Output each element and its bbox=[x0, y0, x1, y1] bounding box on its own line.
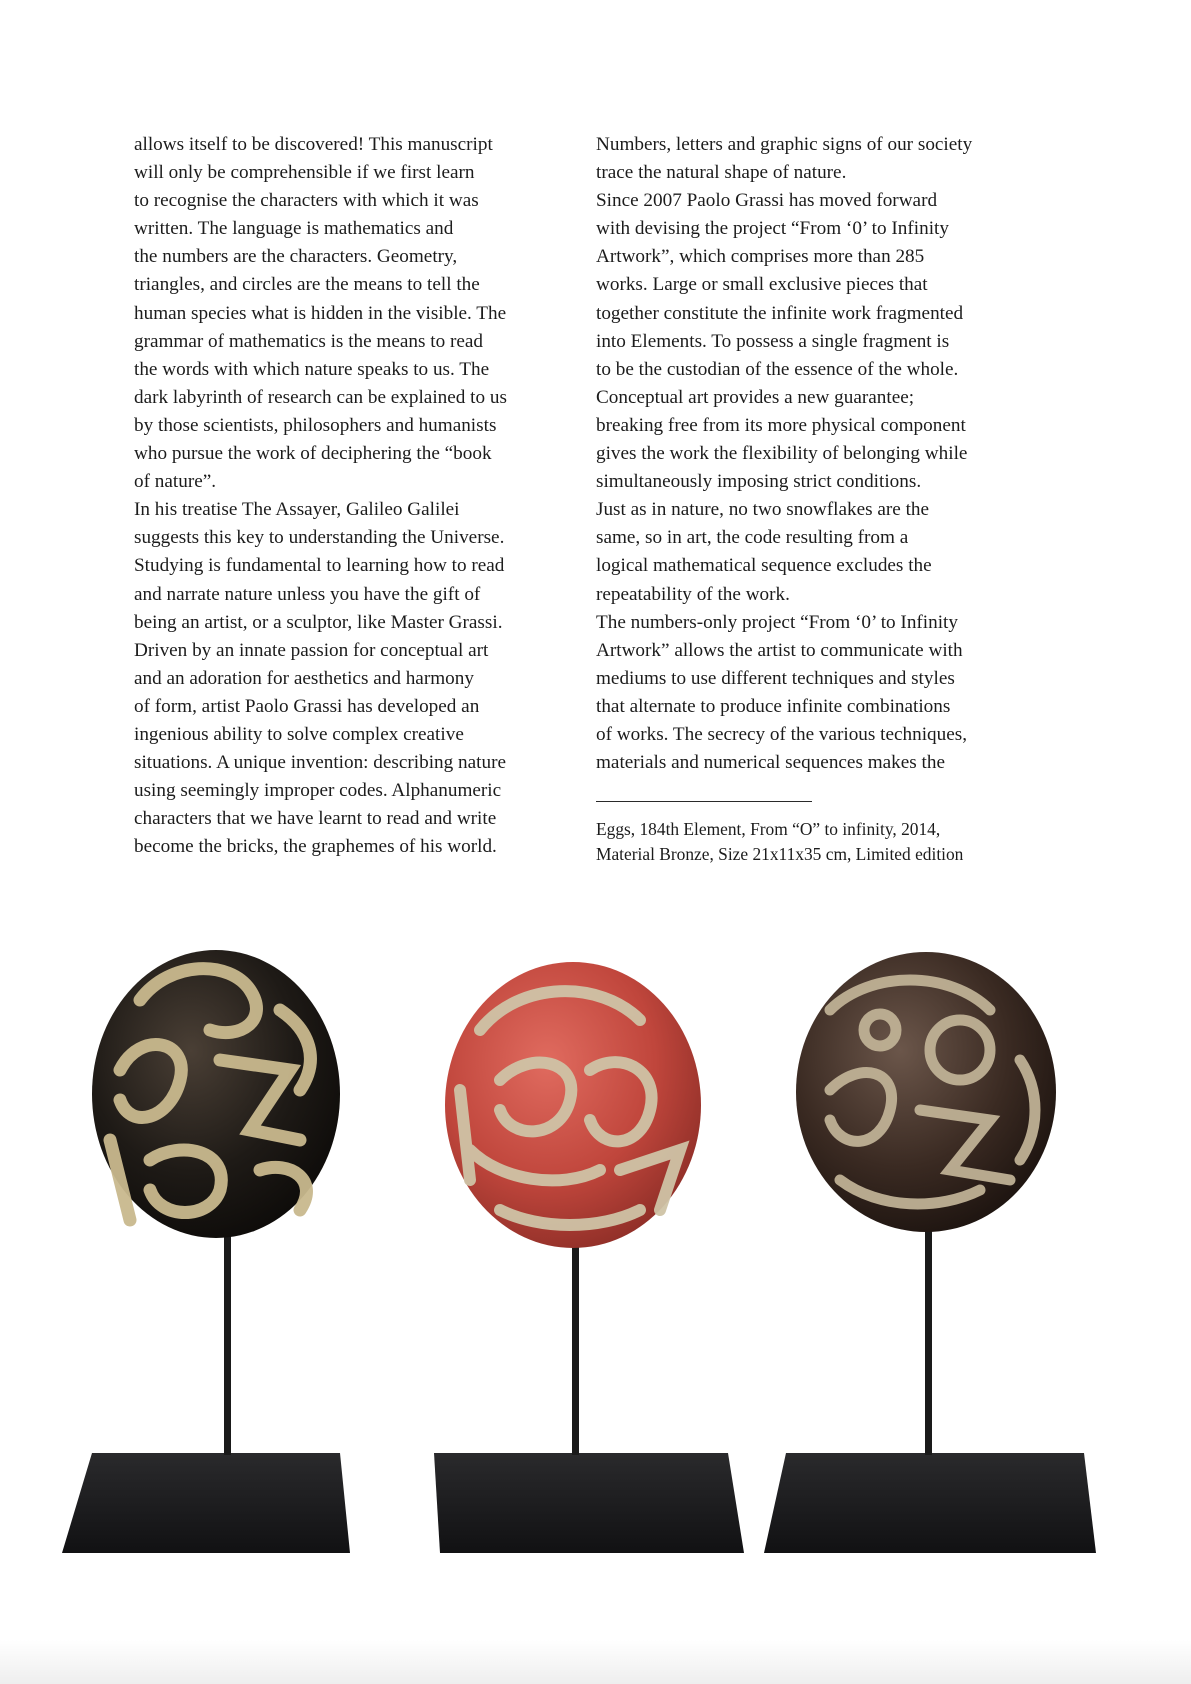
text-line: by those scientists, philosophers and humanists bbox=[134, 414, 497, 436]
text-line: characters that we have learnt to read and write bbox=[134, 808, 497, 830]
text-line: the numbers are the characters. Geometry, bbox=[134, 246, 458, 268]
text-line: Since 2007 Paolo Grassi has moved forward bbox=[596, 190, 938, 212]
text-line: and narrate nature unless you have the gift of bbox=[134, 583, 481, 605]
text-line: of nature”. bbox=[134, 471, 217, 493]
text-line: Conceptual art provides a new guarantee; bbox=[596, 386, 915, 408]
caption-divider bbox=[596, 801, 812, 802]
text-line: mediums to use different techniques and styles bbox=[596, 667, 955, 689]
text-line: that alternate to produce infinite combinations bbox=[596, 695, 951, 717]
text-line: Numbers, letters and graphic signs of our society bbox=[596, 134, 973, 155]
text-line: the words with which nature speaks to us. The bbox=[134, 358, 490, 380]
egg-sculptures-photo bbox=[0, 920, 1191, 1570]
right-text-column bbox=[596, 131, 1066, 777]
text-line: suggests this key to understanding the Universe. bbox=[134, 527, 505, 549]
black-egg-base bbox=[62, 1453, 350, 1553]
text-line: of works. The secrecy of the various techniques, bbox=[596, 723, 968, 745]
text-line: to recognise the characters with which it was bbox=[134, 190, 479, 212]
openwork-egg-rod bbox=[925, 1210, 932, 1455]
red-egg-sculpture bbox=[434, 962, 744, 1553]
text-line: gives the work the flexibility of belonging while bbox=[596, 443, 968, 465]
text-line: Just as in nature, no two snowflakes are the bbox=[596, 499, 930, 521]
text-line: human species what is hidden in the visible. The bbox=[134, 302, 507, 324]
text-line: into Elements. To possess a single fragment is bbox=[596, 330, 950, 352]
text-line: who pursue the work of deciphering the “book bbox=[134, 443, 492, 465]
black-egg-sculpture bbox=[62, 950, 350, 1553]
text-line: Driven by an innate passion for conceptual art bbox=[134, 639, 489, 661]
text-line: In his treatise The Assayer, Galileo Galilei bbox=[134, 499, 460, 521]
text-line: and an adoration for aesthetics and harmony bbox=[134, 667, 474, 689]
text-line: Artwork”, which comprises more than 285 bbox=[596, 246, 925, 268]
text-line: works. Large or small exclusive pieces that bbox=[596, 274, 928, 296]
text-line: situations. A unique invention: describing nature bbox=[134, 752, 506, 774]
openwork-egg-sculpture bbox=[764, 952, 1096, 1553]
text-line: triangles, and circles are the means to tell the bbox=[134, 274, 480, 296]
text-line: same, so in art, the code resulting from a bbox=[596, 527, 909, 549]
text-line: to be the custodian of the essence of the whole. bbox=[596, 358, 959, 380]
text-line: allows itself to be discovered! This manuscript bbox=[134, 134, 493, 155]
openwork-egg-base bbox=[764, 1453, 1096, 1553]
red-egg-base bbox=[434, 1453, 744, 1553]
text-line: will only be comprehensible if we first learn bbox=[134, 162, 475, 184]
text-line: together constitute the infinite work fragmented bbox=[596, 302, 964, 324]
text-line: written. The language is mathematics and bbox=[134, 218, 454, 240]
text-line: Studying is fundamental to learning how to read bbox=[134, 555, 505, 577]
text-line: breaking free from its more physical component bbox=[596, 414, 966, 436]
page-bottom-edge bbox=[0, 1640, 1191, 1684]
text-line: Artwork” allows the artist to communicate with bbox=[596, 639, 963, 661]
text-line: trace the natural shape of nature. bbox=[596, 162, 847, 184]
black-egg-rod bbox=[224, 1210, 231, 1455]
text-line: logical mathematical sequence excludes the bbox=[596, 555, 932, 577]
caption-line: Material Bronze, Size 21x11x35 cm, Limited edition bbox=[596, 843, 964, 864]
text-line: with devising the project “From ‘0’ to Infinity bbox=[596, 218, 949, 240]
text-line: become the bricks, the graphemes of his world. bbox=[134, 836, 497, 858]
text-line: simultaneously imposing strict conditions. bbox=[596, 471, 922, 493]
text-line: grammar of mathematics is the means to read bbox=[134, 330, 483, 352]
text-line: repeatability of the work. bbox=[596, 583, 790, 605]
image-caption bbox=[596, 817, 963, 866]
text-line: ingenious ability to solve complex creative bbox=[134, 723, 464, 745]
text-line: materials and numerical sequences makes the bbox=[596, 752, 945, 774]
text-line: using seemingly improper codes. Alphanumeric bbox=[134, 780, 502, 802]
left-text-column bbox=[134, 131, 574, 861]
text-line: of form, artist Paolo Grassi has developed an bbox=[134, 695, 480, 717]
text-line: dark labyrinth of research can be explained to us bbox=[134, 386, 507, 408]
text-line: being an artist, or a sculptor, like Master Grassi. bbox=[134, 611, 503, 633]
text-line: The numbers-only project “From ‘0’ to Infinity bbox=[596, 611, 958, 633]
caption-line: Eggs, 184th Element, From “O” to infinity, 2014, bbox=[596, 819, 941, 839]
